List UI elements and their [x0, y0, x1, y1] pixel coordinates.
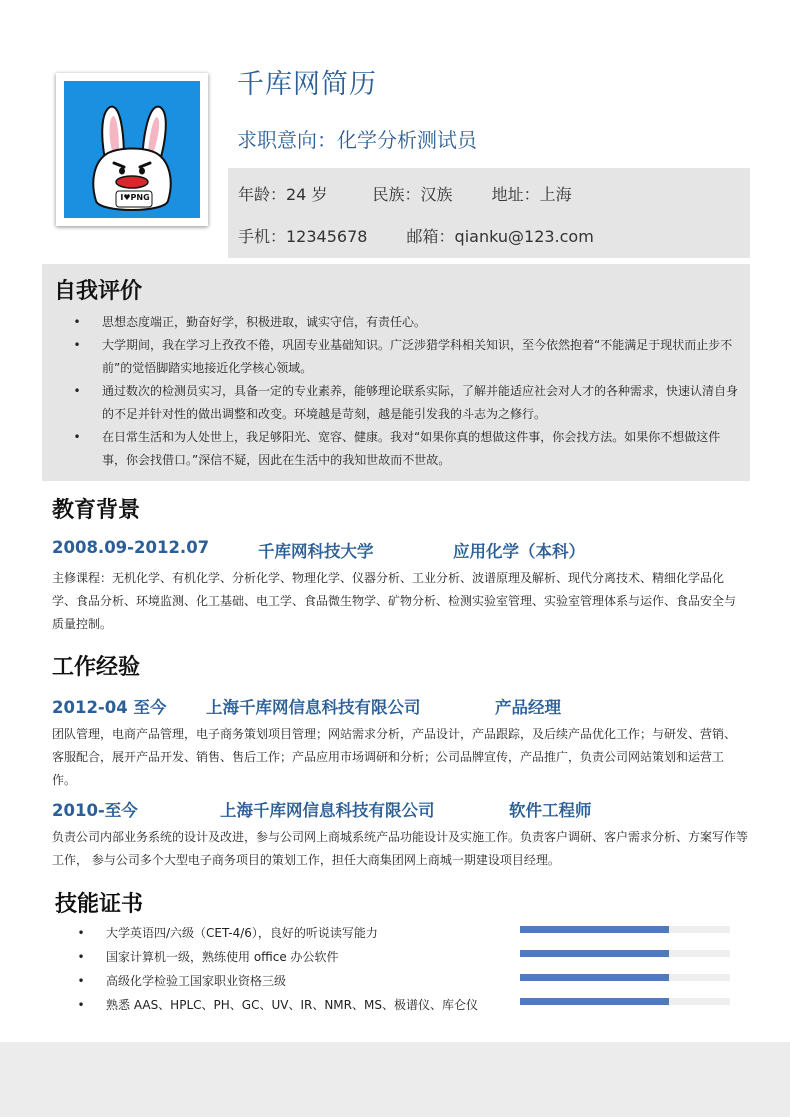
list-item: • 大学英语四/六级（CET-4/6），良好的听说读写能力: [77, 926, 378, 940]
job-company: 上海千库网信息科技有限公司: [206, 698, 421, 717]
list-item: • 在日常生活和为人处世上，我足够阳光、宽容、健康。我对“如果你真的想做这件事，你会找方法。如果你不想做这件事，你会找借口。”深信不疑，因此在生活中的我知世故而不世故。: [73, 430, 721, 467]
list-item: • 思想态度端正，勤奋好学，积极进取，诚实守信，有责任心。: [73, 315, 427, 329]
list-item: • 通过数次的检测员实习，具备一定的专业素养，能够理论联系实际，了解并能适应社会对人才的各种需求，快速认清自身的不足并针对性的做出调整和改变。环境越是苛刻，越是能引发我的斗志为之修行。: [73, 384, 739, 421]
skills-list: [76, 921, 506, 1017]
ethnicity-field: 民族：汉族: [372, 185, 453, 204]
skill-level-bar: [520, 926, 730, 933]
work-title: 工作经验: [52, 655, 141, 680]
job-target: 求职意向：化学分析测试员: [237, 128, 477, 152]
avatar-badge-text: I♥PNG: [120, 193, 150, 202]
avatar: [64, 81, 200, 218]
personal-info: [228, 168, 750, 258]
skills-title: 技能证书: [55, 892, 144, 917]
list-item: • 高级化学检验工国家职业资格三级: [77, 974, 287, 988]
address-field: 地址：上海: [491, 185, 572, 204]
education-school: 千库网科技大学: [258, 542, 374, 561]
job-position: 软件工程师: [509, 801, 592, 820]
job-description: 负责公司内部业务系统的设计及改进，参与公司网上商城系统产品功能设计及实施工作。负责客户调研、客户需求分析、方案写作等工作， 参与公司多个大型电子商务项目的策划工作，担任大商集团网上商城一期建设项目经理。: [52, 830, 749, 867]
skill-level-fill: [520, 974, 669, 981]
skill-level-bar: [520, 998, 730, 1005]
skill-level-bar: [520, 974, 730, 981]
skill-level-fill: [520, 950, 669, 957]
job-period: 2012-04 至今: [52, 698, 167, 717]
avatar-frame: [56, 73, 208, 226]
job-description: 团队管理，电商产品管理，电子商务策划项目管理；网站需求分析，产品设计，产品跟踪，及后续产品优化工作；与研发、营销、客服配合，展开产品开发、销售、售后工作；产品应用市场调研和分析；公司品牌宣传，产品推广，负责公司网站策划和运营工作。: [52, 727, 737, 787]
list-item: • 熟悉 AAS、HPLC、PH、GC、UV、IR、NMR、MS、极谱仪、库仑仪: [77, 998, 478, 1012]
age-field: 年龄：24 岁: [238, 185, 328, 204]
skill-level-bar: [520, 950, 730, 957]
phone-field: 手机：12345678: [238, 227, 368, 246]
page-footer-band: [0, 1042, 790, 1117]
skill-level-fill: [520, 926, 669, 933]
self-evaluation-section: [42, 264, 750, 481]
education-title: 教育背景: [52, 498, 141, 523]
job-period: 2010-至今: [52, 801, 138, 820]
job-company: 上海千库网信息科技有限公司: [220, 801, 435, 820]
self-evaluation-title: 自我评价: [54, 279, 143, 304]
list-item: • 大学期间，我在学习上孜孜不倦，巩固专业基础知识。广泛涉猎学科相关知识，至今依然抱着“不能满足于现状而止步不前”的觉悟脚踏实地接近化学核心领域。: [73, 338, 733, 375]
resume-title: 千库网简历: [237, 69, 377, 100]
education-period: 2008.09-2012.07: [52, 538, 210, 557]
education-courses: 主修课程：无机化学、有机化学、分析化学、物理化学、仪器分析、工业分析、波谱原理及解析、现代分离技术、精细化学品化学、食品分析、环境监测、化工基础、电工学、食品微生物学、矿物分析、检测实验室管理、实验室管理体系与运作、食品安全与质量控制。: [52, 571, 737, 631]
email-field: 邮箱：qianku@123.com: [406, 227, 594, 246]
job-position: 产品经理: [495, 698, 561, 717]
skill-level-fill: [520, 998, 669, 1005]
self-evaluation-list: [72, 311, 738, 472]
list-item: • 国家计算机一级，熟练使用 office 办公软件: [77, 950, 339, 964]
education-major: 应用化学（本科）: [453, 542, 585, 561]
